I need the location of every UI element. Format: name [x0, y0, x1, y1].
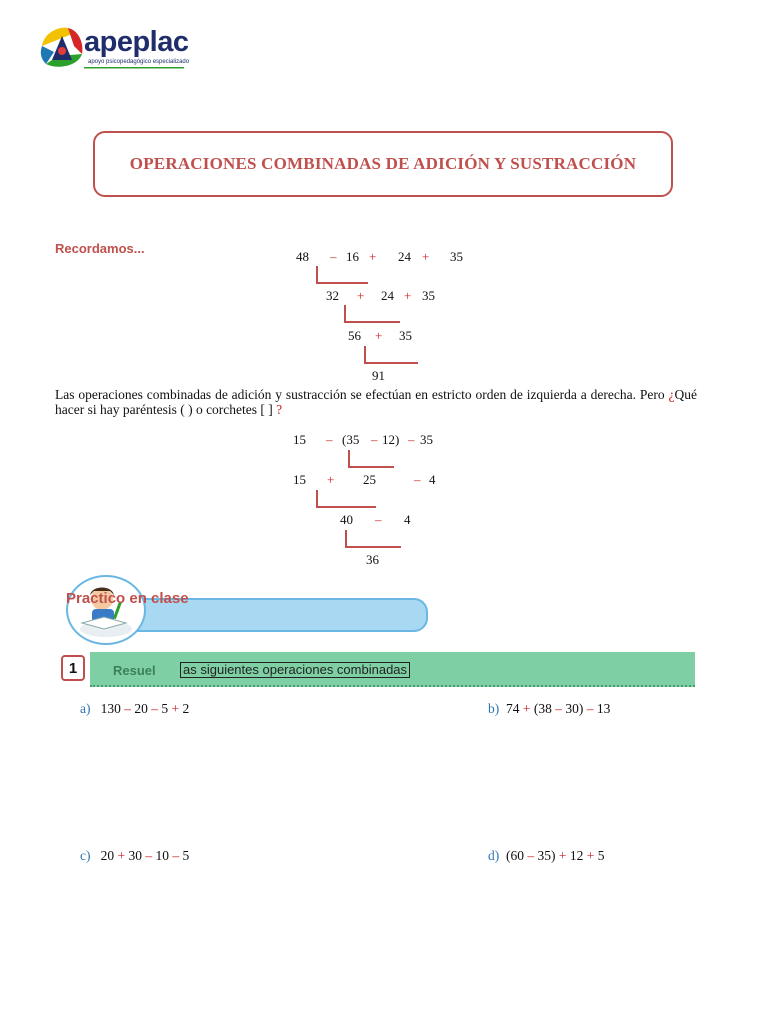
ex1-r2-n2: 24 [381, 288, 394, 303]
exercise-a-term: 5 [161, 701, 169, 716]
exercise-c-term: 10 [155, 848, 169, 863]
exercise-c-op: – [172, 848, 180, 863]
exercise-d-op: + [558, 848, 567, 863]
ex2-bracket3-h [345, 546, 401, 548]
ex1-n4: 35 [450, 249, 463, 264]
ex1-r2-op1: + [357, 288, 365, 303]
exercise-a-op: – [124, 701, 131, 716]
exercise-d-term: 35) [537, 848, 556, 863]
exercise-b-op: + [522, 701, 531, 716]
ex1-r2-op2: + [404, 288, 412, 303]
exercise-resuel: Resuel [113, 663, 156, 678]
exercise-c-term: 30 [128, 848, 142, 863]
exercise-b-term: 74 [506, 701, 520, 716]
ex1-r3-n1: 56 [348, 328, 361, 343]
exercise-a [80, 701, 189, 717]
exercise-c-op: – [145, 848, 153, 863]
ex1-bracket2-v [344, 305, 346, 322]
ex2-bracket2-v [316, 490, 318, 507]
exercise-b-term: (38 [533, 701, 552, 716]
ex2-bracket2-h [316, 506, 376, 508]
exercise-d-op: + [586, 848, 595, 863]
ex1-op2: + [369, 249, 377, 264]
ex1-r2-n1: 32 [326, 288, 339, 303]
exercise-a-term: 2 [182, 701, 190, 716]
exercise-c-letter: c) [80, 848, 91, 863]
exercise-b-op: – [586, 701, 594, 716]
exercise-b [488, 701, 610, 717]
exercise-number-box [61, 655, 85, 681]
ex2-n3: 12) [382, 432, 400, 447]
ex1-r2-n3: 35 [422, 288, 435, 303]
exercise-d [488, 848, 605, 864]
ex1-bracket3-h [364, 362, 418, 364]
ex2-n1: 15 [293, 432, 306, 447]
ex1-op1: – [330, 249, 337, 264]
ex1-bracket1-v [316, 266, 318, 283]
exercise-b-op: – [555, 701, 562, 716]
explanation-paragraph [55, 387, 697, 417]
ex2-r2-n1: 15 [293, 472, 306, 487]
ex2-op3: – [408, 432, 415, 447]
exercise-c-op: + [117, 848, 126, 863]
exercise-a-term: 20 [134, 701, 148, 716]
logo-tagline: apoyo psicopedagógico especializado [88, 59, 190, 65]
exercise-c-term: 5 [182, 848, 190, 863]
ex1-bracket2-h [344, 321, 400, 323]
ex1-result: 91 [372, 368, 385, 383]
ex1-n1: 48 [296, 249, 309, 264]
exercise-d-term: (60 [506, 848, 524, 863]
ex2-r2-op2: – [414, 472, 421, 487]
ex2-op1: – [326, 432, 333, 447]
ex2-bracket1-h [348, 466, 394, 468]
ex1-bracket1-h [316, 282, 368, 284]
exercise-a-letter: a) [80, 701, 91, 716]
ex2-n4: 35 [420, 432, 433, 447]
title-box [93, 131, 673, 197]
question-close: ? [276, 402, 283, 417]
ex2-result: 36 [366, 552, 379, 567]
ex2-bracket3-v [345, 530, 347, 547]
ex2-r2-n3: 4 [429, 472, 436, 487]
question-open: ¿ [668, 387, 675, 402]
question-text: Qué hacer si hay paréntesis ( ) o corchetes [ ] [55, 387, 697, 417]
exercise-c-term: 20 [100, 848, 115, 863]
ex2-r2-n2: 25 [363, 472, 376, 487]
ex2-bracket1-v [348, 450, 350, 467]
practico-illustration [66, 575, 146, 645]
ex2-op2: – [371, 432, 378, 447]
exercise-b-term: 13 [596, 701, 611, 716]
student-reading-icon [68, 577, 144, 643]
ex1-op3: + [422, 249, 430, 264]
exercise-a-op: – [151, 701, 158, 716]
ex2-r3-n1: 40 [340, 512, 353, 527]
exercise-d-term: 12 [569, 848, 584, 863]
paragraph-text: Las operaciones combinadas de adición y sustracción se efectúan en estricto orden de izquierda a derecha. Pero [55, 387, 669, 402]
exercise-d-term: 5 [597, 848, 605, 863]
ex1-bracket3-v [364, 346, 366, 363]
exercise-b-letter: b) [488, 701, 500, 716]
exercise-instruction: as siguientes operaciones combinadas [180, 662, 410, 678]
ex2-r3-n2: 4 [404, 512, 411, 527]
ex1-n2: 16 [346, 249, 359, 264]
practico-label: Practico en clase [66, 590, 189, 607]
exercise-d-op: – [527, 848, 535, 863]
exercise-b-term: 30) [565, 701, 584, 716]
ex1-r3-n2: 35 [399, 328, 412, 343]
page-title: OPERACIONES COMBINADAS DE ADICIÓN Y SUSTRACCIÓN [129, 154, 637, 173]
ex2-r2-op1: + [327, 472, 335, 487]
exercise-a-op: + [171, 701, 180, 716]
logo-name: apeplac [84, 26, 189, 58]
exercise-number: 1 [68, 659, 78, 677]
ex1-r3-op1: + [375, 328, 383, 343]
recordamos-label: Recordamos... [55, 241, 145, 256]
exercise-a-term: 130 [100, 701, 121, 716]
ex2-n2: (35 [342, 432, 360, 447]
ex1-n3: 24 [398, 249, 411, 264]
ex2-r3-op1: – [375, 512, 382, 527]
exercise-c [80, 848, 189, 864]
exercise-d-letter: d) [488, 848, 500, 863]
